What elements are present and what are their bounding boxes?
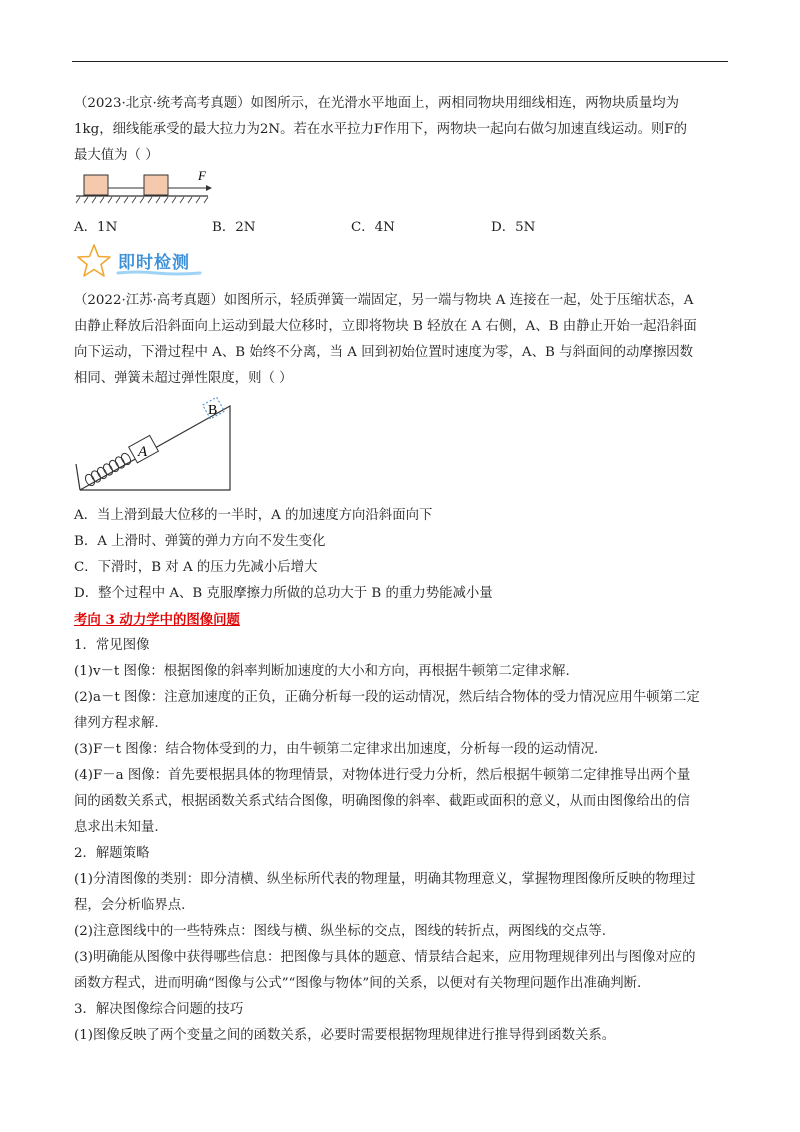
q2-option-b: B．A 上滑时、弹簧的弹力方向不发生变化 [74,534,326,549]
q2-line1: （2022·江苏·高考真题）如图所示，轻质弹簧一端固定，另一端与物块 A 连接在一起，处于压缩状态，A [74,293,694,308]
section-s3a: (3)明确能从图像中获得哪些信息：把图像与具体的题意、情景结合起来，应用物理规律列出与图像对应的 [74,950,696,965]
header-rule [72,61,728,62]
section-s3b: 函数方程式，进而明确“图像与公式”“图像与物体”间的关系，以便对有关物理问题作出准确判断. [74,976,642,991]
q1-option-d: D．5N [491,220,536,235]
section-h1: 1．常见图像 [74,638,150,653]
ground-hatch [76,197,208,203]
badge-label: 即时检测 [118,253,190,273]
q1-option-b: B．2N [212,220,256,235]
section-h2: 2．解题策略 [74,846,150,861]
block-left [84,175,108,195]
section-p3: (3)F－t 图像：结合物体受到的力，由牛顿第二定律求出加速度，分析每一段的运动情况. [74,742,599,757]
q1-blocks-figure [74,166,224,210]
q1-line1: （2023·北京·统考高考真题）如图所示，在光滑水平地面上，两相同物块用细线相连，两物块质量均为 [74,96,679,111]
force-arrow-head [206,185,212,191]
section-heading: 考向 3 动力学中的图像问题 [74,612,240,628]
q1-option-a: A．1N [74,220,118,235]
block-b-label: B [208,403,218,418]
spring [84,452,133,487]
section-p2b: 律列方程求解. [74,716,159,731]
section-p1: (1)v－t 图像：根据图像的斜率判断加速度的大小和方向，再根据牛顿第二定律求解. [74,664,570,679]
q1-line3: 最大值为（ ） [74,148,159,163]
q2-option-c: C．下滑时，B 对 A 的压力先减小后增大 [74,560,318,575]
section-p4b: 间的函数关系式，根据函数关系式结合图像，明确图像的斜率、截距或面积的意义，从而由图像给出的信 [74,794,690,809]
q2-line2: 由静止释放后沿斜面向上运动到最大位移时，立即将物块 B 轻放在 A 右侧，A、B 由静止开始一起沿斜面 [74,319,697,334]
q1-line2: 1kg，细线能承受的最大拉力为2N。若在水平拉力F作用下，两物块一起向右做匀加速直线运动。则F的 [74,122,688,137]
star-icon [76,243,112,279]
section-t1: (1)图像反映了两个变量之间的函数关系，必要时需要根据物理规律进行推导得到函数关系。 [74,1028,616,1043]
q2-line4: 相同、弹簧未超过弹性限度，则（ ） [74,371,293,386]
section-p4c: 息求出未知量. [74,820,159,835]
section-s2: (2)注意图线中的一些特殊点：图线与横、纵坐标的交点，图线的转折点，两图线的交点等. [74,924,607,939]
wall [76,464,80,490]
section-s1a: (1)分清图像的类别：即分清横、纵坐标所代表的物理量，明确其物理意义，掌握物理图像所反映的物理过 [74,872,696,887]
q2-option-a: A．当上滑到最大位移的一半时，A 的加速度方向沿斜面向下 [74,508,433,523]
q1-option-c: C．4N [351,220,395,235]
section-p2a: (2)a－t 图像：注意加速度的正负，正确分析每一段的运动情况，然后结合物体的受力情况应用牛顿第二定 [74,690,700,705]
block-right [144,175,168,195]
block-a-label: A [138,444,148,460]
force-label: F [198,168,206,183]
q2-incline-figure [72,392,242,496]
section-p4a: (4)F－a 图像：首先要根据具体的物理情景，对物体进行受力分析，然后根据牛顿第二定律推导出两个量 [74,768,691,783]
q2-line3: 向下运动，下滑过程中 A、B 始终不分离，当 A 回到初始位置时速度为零，A、B 与斜面间的动摩擦因数 [74,345,693,360]
section-h3: 3．解决图像综合问题的技巧 [74,1002,244,1017]
q2-option-d: D．整个过程中 A、B 克服摩擦力所做的总功大于 B 的重力势能减小量 [74,586,493,601]
badge-underline [116,270,202,276]
section-s1b: 程，会分析临界点. [74,898,186,913]
